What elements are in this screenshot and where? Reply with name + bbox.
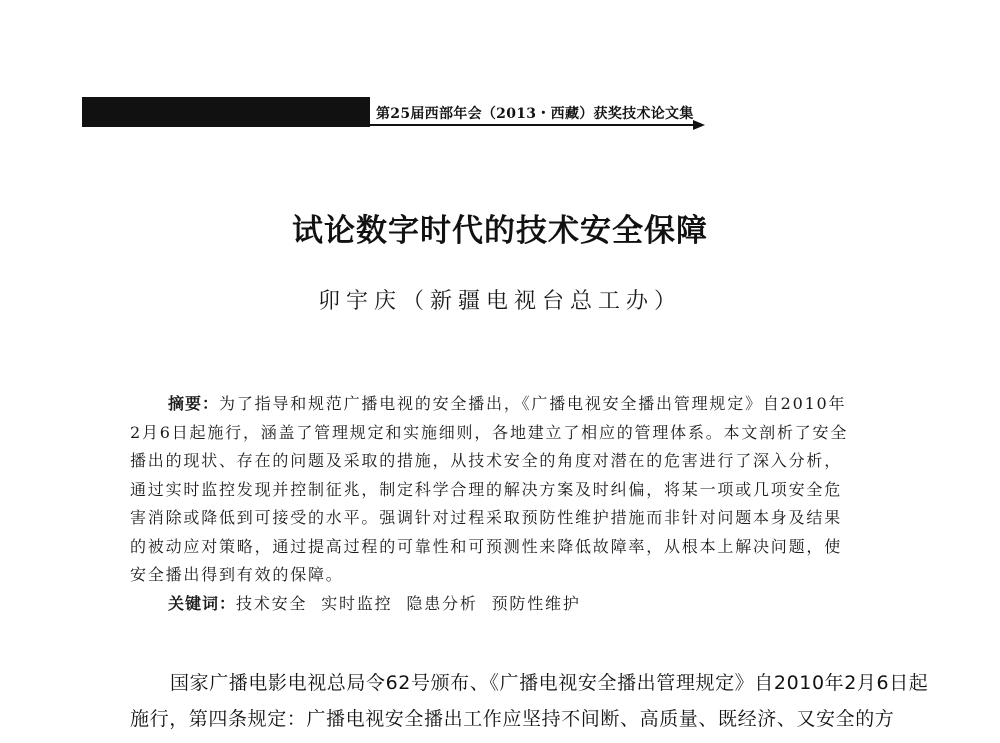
abstract-line: 安全播出得到有效的保障。: [130, 565, 344, 584]
keyword: 实时监控: [321, 593, 393, 613]
keywords-line: [130, 590, 910, 619]
keyword: 隐患分析: [406, 593, 478, 613]
author-line: 卯宇庆（新疆电视台总工办）: [317, 289, 682, 314]
abstract-line: 害消除或降低到可接受的水平。强调针对过程采取预防性维护措施而非针对问题本身及结果: [130, 508, 843, 527]
keyword: 技术安全: [236, 593, 308, 613]
abstract-text: 为了指导和规范广播电视的安全播出，《广播电视安全播出管理规定》自2010年: [219, 394, 847, 413]
body-line: 施行，第四条规定：广播电视安全播出工作应坚持不间断、高质量、既经济、又安全的方: [130, 708, 895, 730]
abstract: [130, 390, 910, 618]
abstract-label: 摘要：: [168, 394, 220, 413]
abstract-line: 2月6日起施行，涵盖了管理规定和实施细则，各地建立了相应的管理体系。本文剖析了安全: [130, 422, 849, 442]
body-line: 国家广播电影电视总局令62号颁布、《广播电视安全播出管理规定》自2010年2月6日起: [170, 672, 929, 694]
paper-title: 试论数字时代的技术安全保障: [292, 213, 708, 249]
abstract-line: 播出的现状、存在的问题及采取的措施，从技术安全的角度对潜在的危害进行了深入分析，: [130, 451, 843, 470]
abstract-line: [130, 390, 910, 419]
abstract-line: 的被动应对策略，通过提高过程的可靠性和可预测性来降低故障率，从根本上解决问题，使: [130, 536, 843, 556]
header-arrow-icon: [693, 120, 705, 130]
header-black-bar: [82, 97, 370, 127]
abstract-line: 通过实时监控发现并控制征兆，制定科学合理的解决方案及时纠偏，将某一项或几项安全危: [130, 479, 843, 499]
keyword: 预防性维护: [491, 593, 581, 613]
keywords-label: 关键词：: [168, 593, 237, 613]
body-text: [130, 665, 930, 737]
header-rule: [370, 124, 695, 126]
running-header-title: 第25届西部年会（2013・西藏）获奖技术论文集: [376, 106, 694, 122]
